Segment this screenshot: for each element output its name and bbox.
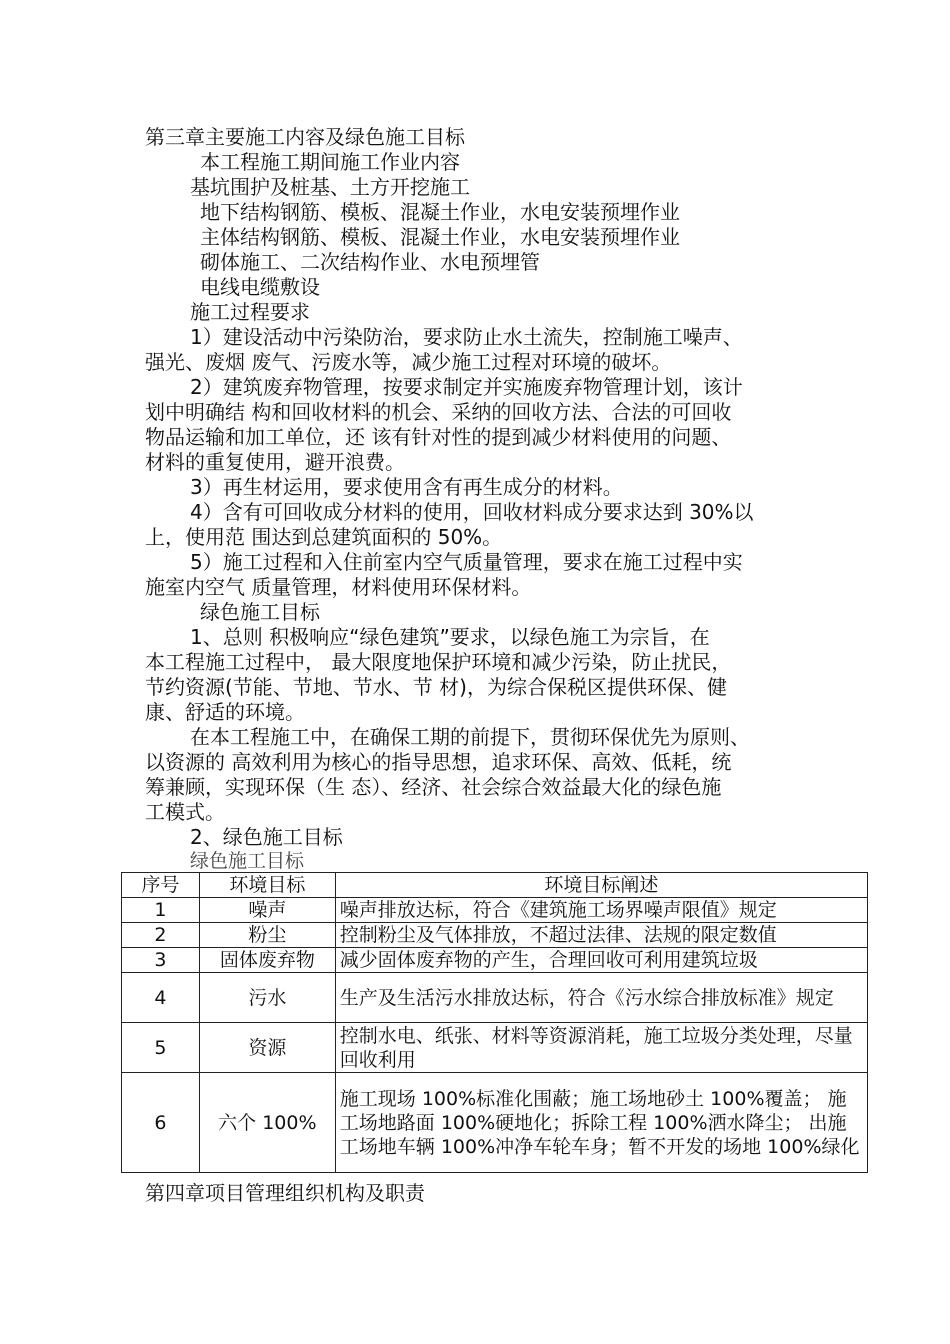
row-description: 控制水电、纸张、材料等资源消耗，施工垃圾分类处理，尽量回收利用 (335, 1023, 867, 1073)
green-goal-heading: 2、绿色施工目标 (190, 825, 343, 849)
section-green-goals: 绿色施工目标 (200, 600, 320, 624)
guiding-principle-line: 以资源的 高效利用为核心的指导思想，追求环保、高效、低耗，统 (145, 750, 732, 774)
row-description: 噪声排放达标，符合《建筑施工场界噪声限值》规定 (335, 898, 867, 923)
table-row (122, 1073, 868, 1173)
header-description: 环境目标阐述 (335, 873, 867, 898)
row-target: 固体废弃物 (199, 948, 335, 973)
row-description: 控制粉尘及气体排放，不超过法律、法规的限定数值 (335, 923, 867, 948)
chapter-4-title: 第四章项目管理组织机构及职责 (145, 1181, 425, 1205)
work-item: 地下结构钢筋、模板、混凝土作业，水电安装预埋作业 (200, 200, 680, 224)
row-target: 资源 (199, 1023, 335, 1073)
table-row (122, 898, 868, 923)
requirement-2-line: 材料的重复使用，避开浪费。 (145, 450, 405, 474)
requirement-3-line: 3）再生材运用，要求使用含有再生成分的材料。 (190, 475, 623, 499)
header-target: 环境目标 (199, 873, 335, 898)
table-row (122, 948, 868, 973)
row-description: 减少固体废弃物的产生，合理回收可利用建筑垃圾 (335, 948, 867, 973)
requirement-1-line: 强光、废烟 废气、污废水等，减少施工过程对环境的破坏。 (145, 350, 672, 374)
requirement-1-line: 1）建设活动中污染防治，要求防止水土流失，控制施工噪声、 (190, 325, 743, 349)
guiding-principle-line: 工模式。 (145, 800, 225, 824)
general-principle-line: 节约资源(节能、节地、节水、节 材)，为综合保税区提供环保、健 (145, 675, 727, 699)
table-caption: 绿色施工目标 (190, 850, 305, 872)
row-description: 施工现场 100%标准化围蔽；施工场地砂土 100%覆盖； 施工场地路面 100%硬地化；拆除工程 100%洒水降尘； 出施工场地车辆 100%冲净车轮车身；暂不开发的场地 100%绿化 (335, 1073, 867, 1173)
requirement-5-line: 5）施工过程和入住前室内空气质量管理，要求在施工过程中实 (190, 550, 743, 574)
work-item: 砌体施工、二次结构作业、水电预埋管 (200, 250, 540, 274)
row-number: 1 (122, 898, 200, 923)
chapter-3-title: 第三章主要施工内容及绿色施工目标 (145, 125, 465, 149)
work-item: 主体结构钢筋、模板、混凝土作业，水电安装预埋作业 (200, 225, 680, 249)
requirement-2-line: 划中明确结 构和回收材料的机会、采纳的回收方法、合法的可回收 (145, 400, 732, 424)
row-number: 2 (122, 923, 200, 948)
row-number: 5 (122, 1023, 200, 1073)
work-item: 电线电缆敷设 (200, 275, 320, 299)
guiding-principle-line: 筹兼顾，实现环保（生 态）、经济、社会综合效益最大化的绿色施 (145, 775, 722, 799)
row-number: 3 (122, 948, 200, 973)
row-number: 4 (122, 973, 200, 1023)
table-row (122, 973, 868, 1023)
row-target: 污水 (199, 973, 335, 1023)
requirement-2-line: 物品运输和加工单位，还 该有针对性的提到减少材料使用的问题、 (145, 425, 732, 449)
row-number: 6 (122, 1073, 200, 1173)
general-principle-line: 康、舒适的环境。 (145, 700, 305, 724)
section-process-requirements: 施工过程要求 (190, 300, 310, 324)
guiding-principle-line: 在本工程施工中，在确保工期的前提下，贯彻环保优先为原则、 (190, 725, 750, 749)
row-target: 噪声 (199, 898, 335, 923)
general-principle-line: 本工程施工过程中， 最大限度地保护环境和减少污染，防止扰民， (145, 650, 732, 674)
requirement-2-line: 2）建筑废弃物管理，按要求制定并实施废弃物管理计划，该计 (190, 375, 743, 399)
table-header-row (122, 873, 868, 898)
row-target: 粉尘 (199, 923, 335, 948)
requirement-5-line: 施室内空气 质量管理，材料使用环保材料。 (145, 575, 532, 599)
section-work-content: 本工程施工期间施工作业内容 (200, 150, 460, 174)
table-row (122, 1023, 868, 1073)
green-goals-table (121, 872, 868, 1173)
work-item: 基坑围护及桩基、土方开挖施工 (190, 175, 470, 199)
requirement-4-line: 上，使用范 围达到总建筑面积的 50%。 (145, 525, 503, 549)
requirement-4-line: 4）含有可回收成分材料的使用，回收材料成分要求达到 30%以 (190, 500, 754, 524)
table-row (122, 923, 868, 948)
row-description: 生产及生活污水排放达标，符合《污水综合排放标准》规定 (335, 973, 867, 1023)
general-principle-line: 1、总则 积极响应“绿色建筑”要求，以绿色施工为宗旨，在 (190, 625, 710, 649)
header-number: 序号 (122, 873, 200, 898)
row-target: 六个 100% (199, 1073, 335, 1173)
